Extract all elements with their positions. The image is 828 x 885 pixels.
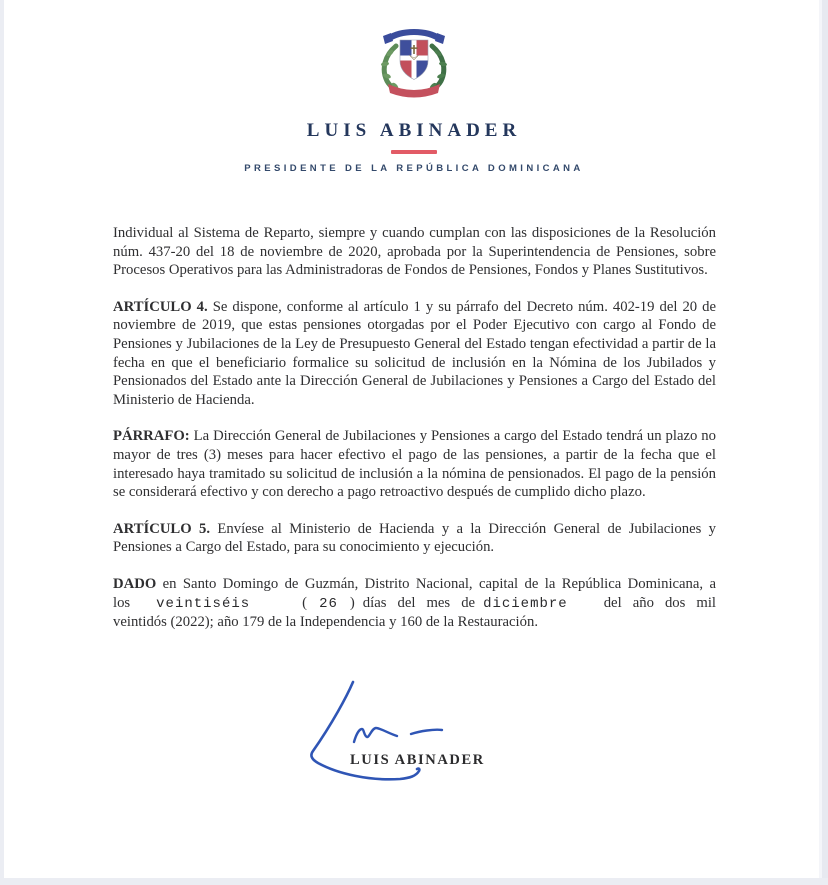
paragraph-text: Se dispone, conforme al artículo 1 y su párrafo del Decreto núm. 402-19 del 20 de noviembre de 2019, que estas pensiones otorgadas por el Poder Ejecutivo con cargo al Fondo de Pensiones y Jubilaciones de la Ley de Presupuesto General del Estado tengan efectividad a partir de la fecha en que el beneficiario formalice su solicitud de inclusión en la Nómina de los Jubilados y Pensionados del Estado ante la Dirección General de Jubilaciones y Pensiones a Cargo del Estado del Ministerio de Hacienda. (113, 298, 716, 408)
paragraph-text: días del mes de (362, 594, 476, 611)
paragraph-articulo-5 (113, 520, 716, 557)
scan-edge-right (822, 0, 828, 885)
signature-icon (298, 672, 468, 790)
paragraph-text: en Santo Domingo de Guzmán, Distrito Nacional, capital de la República Dominicana, a los (113, 575, 716, 611)
parrafo-label: PÁRRAFO: (113, 428, 190, 445)
header-divider (391, 150, 437, 154)
paragraph-text: Envíese al Ministerio de Hacienda y a la Dirección General de Jubilaciones y Pensiones a Cargo del Estado, para su conocimiento y ejecución. (113, 520, 717, 556)
paragraph-text: Individual al Sistema de Reparto, siempre y cuando cumplan con las disposiciones de la Resolución núm. 437-20 del 18 de noviembre de 2020, aprobada por la Superintendencia de Pensiones, sobre Procesos Operativos para las Administradoras de Fondos de Pensiones, Fondos y Planes Sustitutivos. (113, 225, 716, 279)
paragraph-dado (113, 575, 716, 632)
paragraph-articulo-4 (113, 298, 716, 410)
paragraph-text: La Dirección General de Jubilaciones y Pensiones a cargo del Estado tendrá un plazo no mayor de tres (3) meses para hacer efectivo el pago de las pensiones, a partir de la fecha que el interesado haya tramitado su solicitud de inclusión a la nómina de pensionados. El pago de la pensión se considerará efectivo y con derecho a pago retroactivo después de cumplido dicho plazo. (113, 428, 716, 501)
president-title: PRESIDENTE DE LA REPÚBLICA DOMINICANA (244, 163, 584, 174)
scan-edge-left (0, 0, 4, 885)
paragraph-intro (113, 224, 716, 280)
coat-of-arms-icon (366, 27, 462, 106)
articulo-4-label: ARTÍCULO 4. (113, 298, 208, 315)
field-day-number: 26 (319, 595, 338, 612)
president-name: LUIS ABINADER (306, 120, 522, 141)
document-header (0, 0, 828, 174)
field-day-word: veintiséis (156, 595, 251, 612)
decree-body (113, 224, 716, 650)
articulo-5-label: ARTÍCULO 5. (113, 520, 211, 537)
close-paren: ) (349, 594, 355, 611)
signer-name: LUIS ABINADER (350, 752, 485, 768)
field-month: diciembre (483, 595, 568, 612)
paragraph-parrafo (113, 427, 716, 501)
signature-block (298, 672, 485, 790)
dado-label: DADO (113, 575, 157, 592)
paragraph-text: del año dos mil veintidós (2022); año 179 de la Independencia y 160 de la Restauración. (113, 594, 717, 631)
open-paren: ( (302, 594, 308, 611)
scan-edge-bottom (0, 878, 828, 885)
